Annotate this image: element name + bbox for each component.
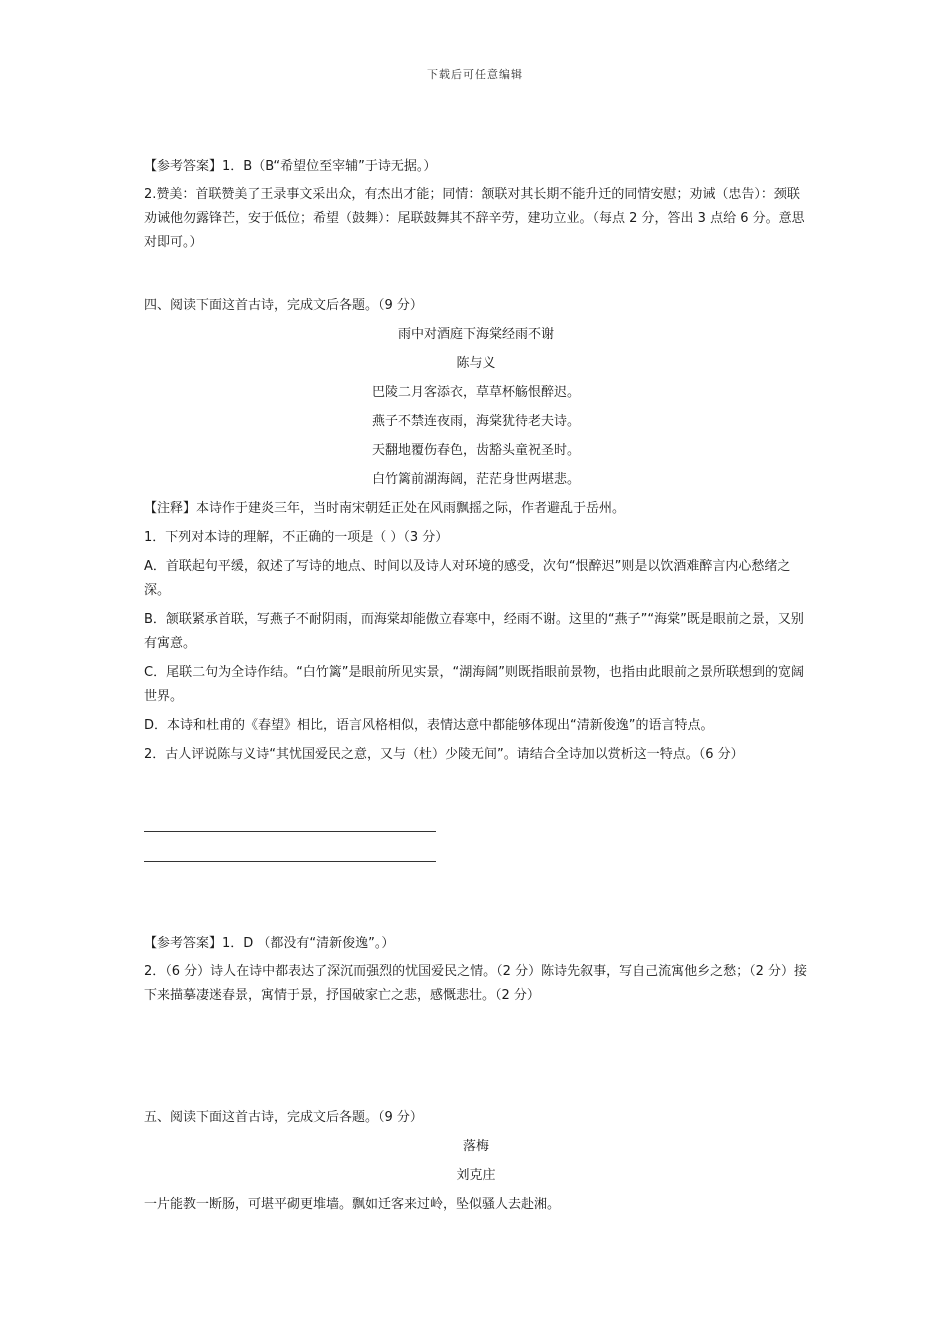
option-b: B．颔联紧承首联，写燕子不耐阴雨，而海棠却能傲立春寒中，经雨不谢。这里的“燕子”“海棠”既是眼前之景，又别有寓意。 — [144, 612, 804, 651]
answer-block-2 — [144, 932, 808, 1008]
option-a: A．首联起句平缓，叙述了写诗的地点、时间以及诗人对环境的感受，次句“恨醉迟”则是以饮酒难醉言内心愁绪之深。 — [144, 559, 791, 598]
poem-2-author: 刘克庄 — [456, 1168, 496, 1183]
section-4-heading: 四、阅读下面这首古诗，完成文后各题。（9 分） — [144, 298, 423, 313]
answer-1-line-2: 2.赞美：首联赞美了王录事文采出众，有杰出才能；同情：颔联对其长期不能升迁的同情安慰；劝诫（忠告）：颈联劝诫他勿露锋芒，安于低位；希望（鼓舞）：尾联鼓舞其不辞辛劳，建功立业。（每点 2 分，答出 3 点给 6 分。意思对即可。） — [144, 187, 805, 250]
option-d: D．本诗和杜甫的《春望》相比，语言风格相似，表情达意中都能够体现出“清新俊逸”的语言特点。 — [144, 718, 714, 733]
section-4 — [144, 294, 808, 767]
answer-2-line-2: 2．（6 分）诗人在诗中都表达了深沉而强烈的忧国爱民之情。（2 分）陈诗先叙事，写自己流寓他乡之愁；（2 分）接下来描摹凄迷春景，寓情于景，抒国破家亡之悲，感慨悲壮。（2 分） — [144, 964, 807, 1003]
page-header: 下载后可任意编辑 — [427, 68, 523, 81]
answer-2-line-1: 【参考答案】1．D （都没有“清新俊逸”。） — [144, 936, 395, 951]
answer-blank-line-1[interactable] — [144, 831, 436, 832]
section-5-heading: 五、阅读下面这首古诗，完成文后各题。（9 分） — [144, 1110, 423, 1125]
poem-2-title: 落梅 — [462, 1139, 489, 1154]
question-2: 2．古人评说陈与义诗“其忧国爱民之意，又与（杜）少陵无间”。请结合全诗加以赏析这一特点。（6 分） — [144, 747, 744, 762]
answer-1-line-1: 【参考答案】1．B（B“希望位至宰辅”于诗无据。） — [144, 159, 437, 174]
poem-note: 【注释】本诗作于建炎三年，当时南宋朝廷正处在风雨飘摇之际，作者避乱于岳州。 — [144, 501, 626, 516]
option-c: C．尾联二句为全诗作结。“白竹篱”是眼前所见实景，“湖海阔”则既指眼前景物，也指由此眼前之景所联想到的宽阔世界。 — [144, 665, 805, 704]
poem-line: 巴陵二月客添衣，草草杯觞恨醉迟。 — [371, 385, 580, 400]
poem-title: 雨中对酒庭下海棠经雨不谢 — [397, 327, 554, 342]
poem-author: 陈与义 — [456, 356, 496, 371]
answer-block-1 — [144, 155, 808, 255]
poem-line: 燕子不禁连夜雨，海棠犹待老夫诗。 — [371, 414, 580, 429]
section-5 — [144, 1106, 808, 1217]
answer-blank-line-2[interactable] — [144, 861, 436, 862]
question-1: 1．下列对本诗的理解，不正确的一项是（ ）（3 分） — [144, 530, 449, 545]
poem-line: 白竹篱前湖海阔，茫茫身世两堪悲。 — [371, 472, 580, 487]
poem-2-line: 一片能教一断肠，可堪平砌更堆墙。飘如迁客来过岭，坠似骚人去赴湘。 — [144, 1197, 561, 1212]
poem-line: 天翻地覆伤春色，齿豁头童祝圣时。 — [371, 443, 580, 458]
